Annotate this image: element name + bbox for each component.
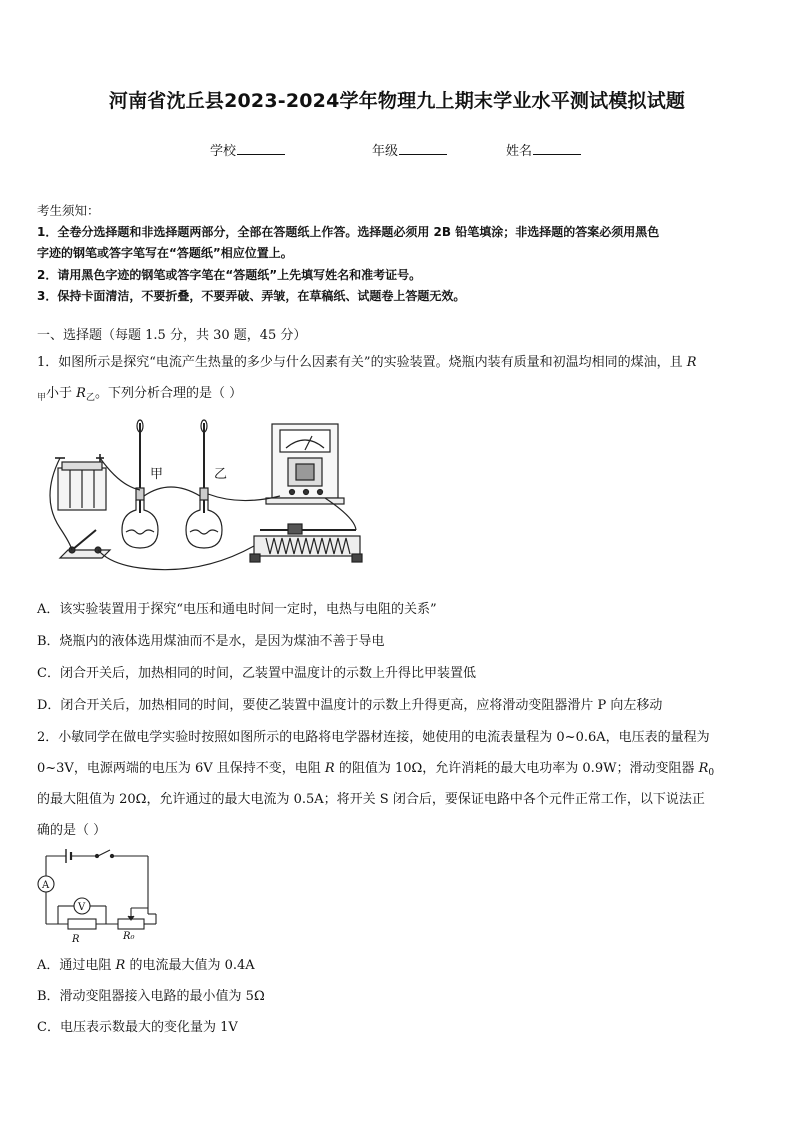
notice-heading: 考生须知：: [37, 203, 100, 218]
school-field: [210, 140, 285, 159]
q1-option-c: C．闭合开关后，加热相同的时间，乙装置中温度计的示数上升得比甲装置低: [37, 666, 476, 681]
q1-stem-line1: [37, 347, 759, 378]
notice-item-3: 3．保持卡面清洁，不要折叠，不要弄破、弄皱，在草稿纸、试题卷上答题无效。: [37, 289, 466, 303]
q2-option-a-pre: A．通过电阻: [37, 958, 112, 973]
q1-option-b: B．烧瓶内的液体选用煤油而不是水，是因为煤油不善于导电: [37, 634, 385, 649]
q1-stem-end: 。下列分析合理的是（ ）: [94, 386, 243, 401]
ammeter-icon: [266, 424, 344, 504]
q2-option-b: B．滑动变阻器接入电路的最小值为 5Ω: [37, 989, 265, 1004]
q2-fig-r0-label: R₀: [123, 931, 135, 942]
q2-fig-ammeter-label: A: [42, 880, 50, 891]
notice-item-1b: 字迹的钢笔或答字笔写在“答题纸”相应位置上。: [37, 246, 293, 260]
q1-r-symbol-2: R: [76, 386, 86, 401]
switch-blade: [98, 850, 110, 856]
q2-r-symbol-1: R: [324, 761, 335, 776]
q2-circuit-figure: [34, 846, 164, 946]
q1-label-yi: 乙: [214, 467, 228, 482]
school-blank: [237, 142, 285, 155]
q2-r0-symbol: R: [698, 761, 709, 776]
name-label: 姓名: [506, 144, 533, 159]
notice-block: [37, 200, 759, 308]
q2-stem-line3: 的最大阻值为 20Ω，允许通过的最大电流为 0.5A；将开关 S 闭合后，要保证电路中各个元件正常工作，以下说法正: [37, 792, 705, 807]
q2-option-a: [37, 950, 759, 981]
q1-option-d: D．闭合开关后，加热相同的时间，要使乙装置中温度计的示数上升得更高，应将滑动变阻器滑片 P 向左移动: [37, 698, 663, 713]
q2-stem-line1: 2．小敏同学在做电学实验时按照如图所示的电路将电学器材连接，她使用的电流表量程为 0~0.6A，电压表的量程为: [37, 730, 710, 745]
q2-option-a-r: R: [115, 958, 126, 973]
rheostat-icon: [250, 524, 362, 562]
q1-stem-line2: [37, 378, 759, 414]
q1-apparatus-figure: [40, 418, 370, 578]
page-title: 河南省沈丘县2023-2024学年物理九上期末学业水平测试模拟试题: [108, 90, 686, 112]
q2-fig-voltmeter-label: V: [78, 902, 86, 913]
q2-stem-line2-a: 0~3V，电源两端的电压为 6V 且保持不变，电阻: [37, 761, 321, 776]
resistor-r-symbol: [68, 919, 96, 929]
q2-option-c: C．电压表示数最大的变化量为 1V: [37, 1020, 238, 1035]
q1-label-jia: 甲: [150, 467, 164, 482]
q2-stem-line4: 确的是（ ）: [37, 823, 107, 838]
name-blank: [533, 142, 581, 155]
q1-sub-yi: 乙: [85, 393, 95, 403]
name-field: [506, 140, 581, 159]
notice-item-1a: 1．全卷分选择题和非选择题两部分，全部在答题纸上作答。选择题必须用 2B 铅笔填涂；非选择题的答案必须用黑色: [37, 224, 660, 239]
q1-option-a: A．该实验装置用于探究“电压和通电时间一定时，电热与电阻的关系”: [37, 602, 437, 617]
q1-r-symbol-1: R: [686, 355, 697, 370]
q1-stem-mid: 小于: [46, 386, 73, 401]
q1-stem-a: 1．如图所示是探究“电流产生热量的多少与什么因素有关”的实验装置。烧瓶内装有质量和初温均相同的煤油，且: [37, 355, 683, 370]
battery-icon: [55, 454, 106, 510]
q2-fig-r-label: R: [72, 934, 80, 945]
grade-field: [372, 140, 447, 159]
grade-label: 年级: [372, 144, 399, 159]
notice-item-2: 2．请用黑色字迹的钢笔或答字笔在“答题纸”上先填写姓名和准考证号。: [37, 267, 422, 282]
section-heading: 一、选择题（每题 1.5 分，共 30 题，45 分）: [37, 328, 307, 343]
flask-jia-icon: [122, 420, 158, 548]
flask-yi-icon: [186, 420, 222, 548]
q1-sub-jia: 甲: [37, 393, 47, 403]
q2-option-a-post: 的电流最大值为 0.4A: [129, 958, 255, 973]
grade-blank: [399, 142, 447, 155]
school-label: 学校: [210, 144, 237, 159]
q2-stem-line2-b: 的阻值为 10Ω，允许消耗的最大电功率为 0.9W；滑动变阻器: [338, 761, 695, 776]
q2-r0-sub: 0: [708, 768, 715, 778]
